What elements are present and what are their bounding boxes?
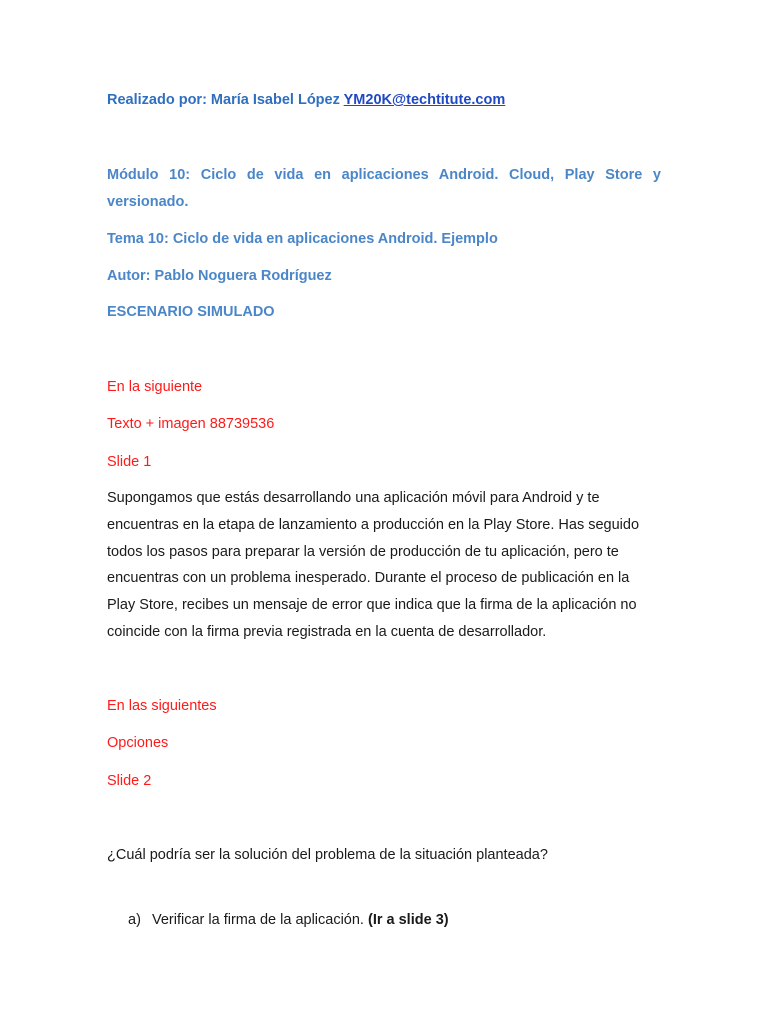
email-link[interactable]: YM20K@techtitute.com: [343, 92, 506, 108]
note-2-line-2: Opciones: [107, 735, 169, 751]
paragraph-line: encuentras en la etapa de lanzamiento a producción en la Play Store. Has seguido: [107, 516, 640, 533]
author-line: Autor: Pablo Noguera Rodríguez: [107, 268, 332, 284]
paragraph-line: coincide con la firma previa registrada en la cuenta de desarrollador.: [107, 623, 547, 640]
paragraph-line: todos los pasos para preparar la versión de producción de tu aplicación, pero te: [107, 543, 619, 560]
module-title-line-2: versionado.: [107, 194, 189, 210]
module-title-line-1: Módulo 10: Ciclo de vida en aplicaciones Android. Cloud, Play Store y: [107, 167, 661, 183]
topic-title: Tema 10: Ciclo de vida en aplicaciones Android. Ejemplo: [107, 231, 498, 247]
note-1-line-2: Texto + imagen 88739536: [107, 416, 275, 432]
scenario-heading: ESCENARIO SIMULADO: [107, 304, 275, 320]
note-1-line-1: En la siguiente: [107, 379, 203, 395]
note-2-line-3: Slide 2: [107, 773, 152, 789]
option-a: [128, 910, 449, 930]
scenario-paragraph: [107, 485, 667, 646]
created-by-label: Realizado por: María Isabel López: [107, 92, 340, 108]
option-text: Verificar la firma de la aplicación.: [152, 912, 364, 928]
question-text: ¿Cuál podría ser la solución del problema de la situación planteada?: [107, 847, 548, 863]
note-2-line-1: En las siguientes: [107, 698, 217, 714]
option-link: (Ir a slide 3): [368, 912, 449, 928]
paragraph-line: Play Store, recibes un mensaje de error que indica que la firma de la aplicación no: [107, 597, 637, 614]
paragraph-line: Supongamos que estás desarrollando una aplicación móvil para Android y te: [107, 490, 600, 506]
option-letter: a): [128, 912, 141, 928]
created-by-line: [107, 90, 505, 110]
note-1-line-3: Slide 1: [107, 454, 152, 470]
paragraph-line: encuentras con un problema inesperado. Durante el proceso de publicación en la: [107, 570, 630, 587]
